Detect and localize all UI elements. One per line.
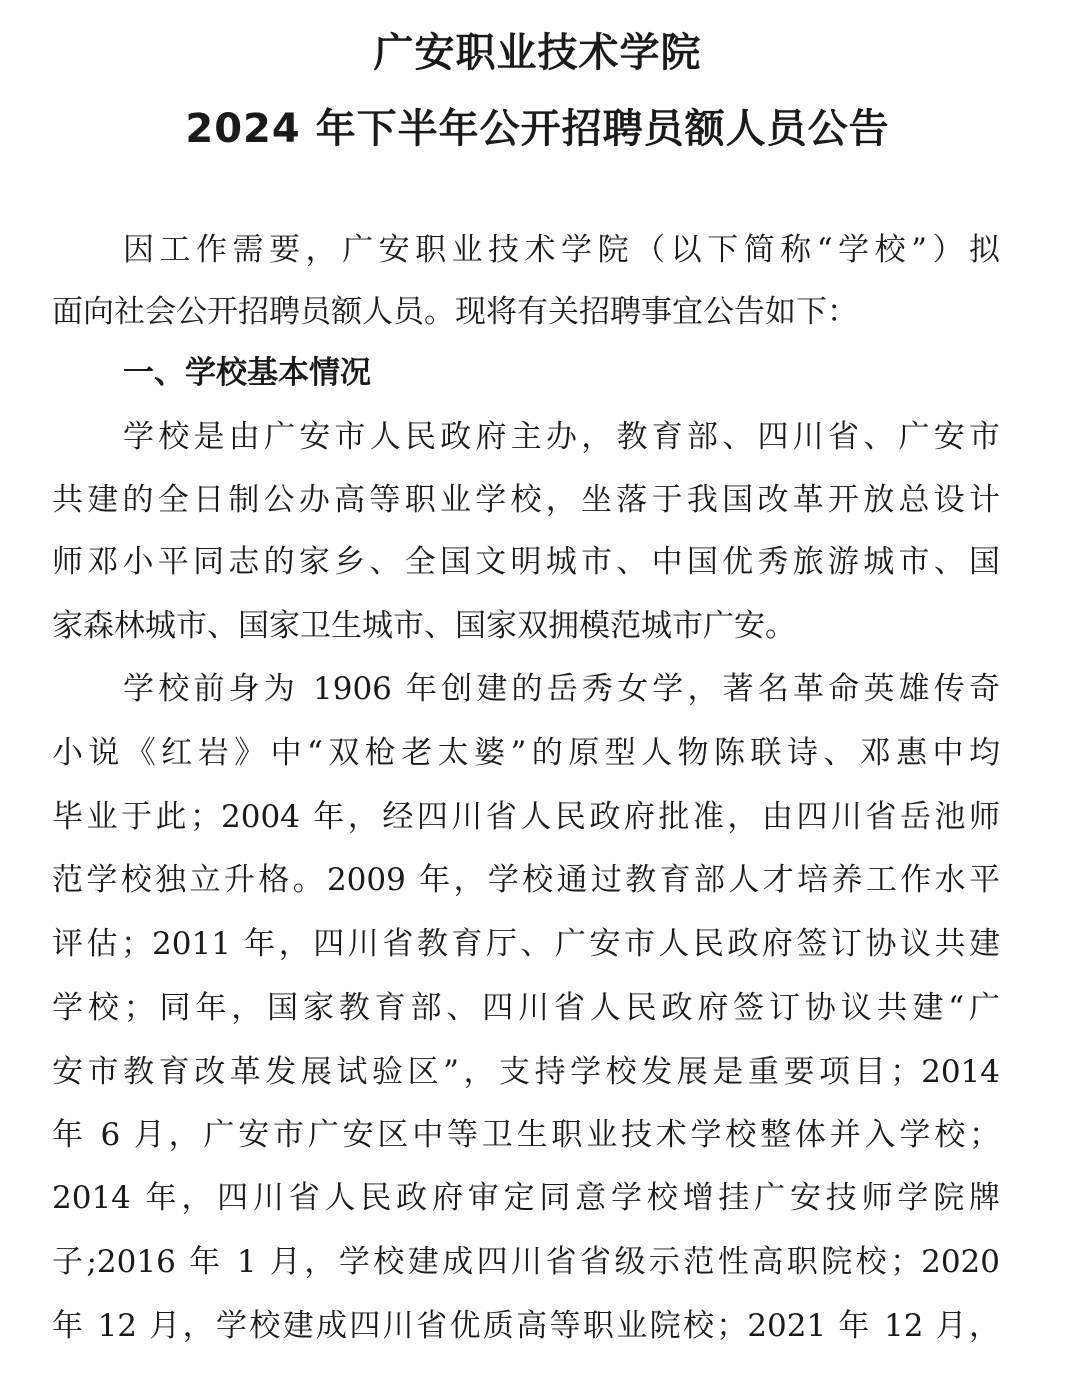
paragraph-history-line-9: 2014 年，四川省人民政府审定同意学校增挂广安技师学院牌	[52, 1180, 1000, 1216]
document-title-school: 广安职业技术学院	[373, 30, 702, 76]
paragraph-history-line-5: 评估；2011 年，四川省教育厅、广安市人民政府签订协议共建	[52, 926, 1000, 962]
paragraph-basic-line-1: 学校是由广安市人民政府主办，教育部、四川省、广安市	[123, 419, 1000, 455]
paragraph-history-line-1: 学校前身为 1906 年创建的岳秀女学，著名革命英雄传奇	[123, 671, 1000, 707]
paragraph-intro-line-1: 因工作需要，广安职业技术学院（以下简称“学校”）拟	[123, 232, 1000, 268]
paragraph-history-line-8: 年 6 月，广安市广安区中等卫生职业技术学校整体并入学校；	[52, 1117, 1000, 1153]
paragraph-basic-line-4: 家森林城市、国家卫生城市、国家双拥模范城市广安。	[52, 608, 796, 644]
paragraph-history-line-11: 年 12 月，学校建成四川省优质高等职业院校；2021 年 12 月，	[52, 1308, 1000, 1344]
paragraph-basic-line-3: 师邓小平同志的家乡、全国文明城市、中国优秀旅游城市、国	[52, 544, 1000, 580]
paragraph-history-line-7: 安市教育改革发展试验区”，支持学校发展是重要项目；2014	[52, 1054, 1000, 1090]
section-heading-basic-info: 一、学校基本情况	[123, 355, 371, 391]
paragraph-history-line-10: 子;2016 年 1 月，学校建成四川省省级示范性高职院校；2020	[52, 1244, 1000, 1280]
paragraph-intro-line-2: 面向社会公开招聘员额人员。现将有关招聘事宜公告如下：	[52, 294, 858, 330]
paragraph-history-line-6: 学校；同年，国家教育部、四川省人民政府签订协议共建“广	[52, 990, 1000, 1026]
paragraph-history-line-3: 毕业于此；2004 年，经四川省人民政府批准，由四川省岳池师	[52, 799, 1000, 835]
document-title-announcement: 2024 年下半年公开招聘员额人员公告	[185, 106, 890, 152]
paragraph-basic-line-2: 共建的全日制公办高等职业学校，坐落于我国改革开放总设计	[52, 482, 1000, 518]
paragraph-history-line-4: 范学校独立升格。2009 年，学校通过教育部人才培养工作水平	[52, 862, 1000, 898]
paragraph-history-line-2: 小说《红岩》中“双枪老太婆”的原型人物陈联诗、邓惠中均	[52, 735, 1000, 771]
